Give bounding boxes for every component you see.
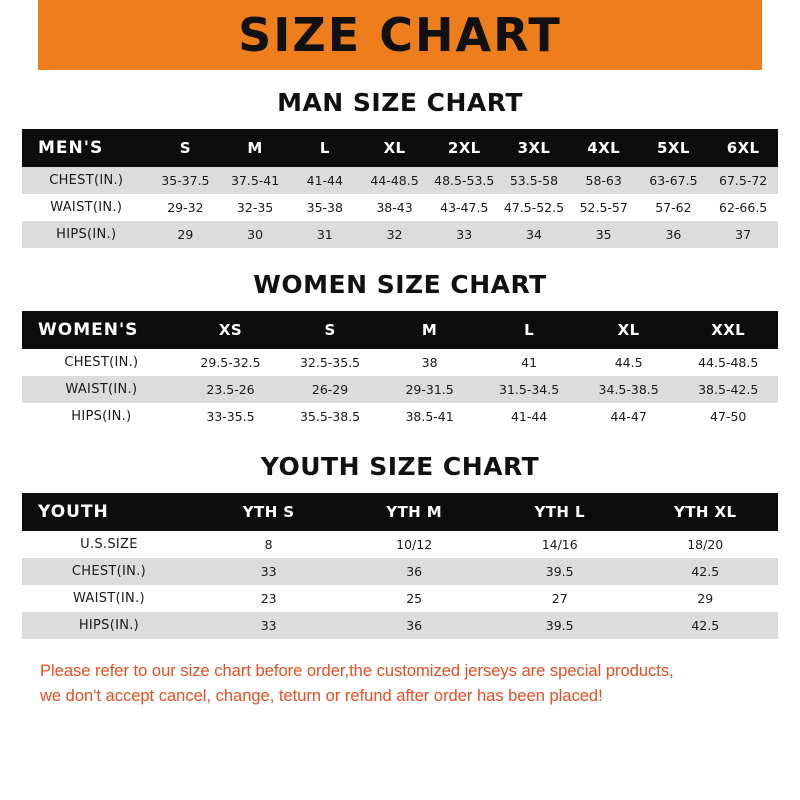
women-header-cell: XS xyxy=(181,311,281,349)
cell: 47-50 xyxy=(678,403,778,430)
cell: 53.5-58 xyxy=(499,167,569,194)
banner-stripe-left xyxy=(24,0,38,70)
cell: 35-38 xyxy=(290,194,360,221)
cell: 44.5-48.5 xyxy=(678,349,778,376)
row-label: WAIST(IN.) xyxy=(22,376,181,403)
table-header-row xyxy=(22,129,778,167)
cell: 33 xyxy=(429,221,499,248)
cell: 34 xyxy=(499,221,569,248)
table-header-row xyxy=(22,311,778,349)
cell: 44-47 xyxy=(579,403,679,430)
women-header-cell: L xyxy=(479,311,579,349)
women-header-cell: XXL xyxy=(678,311,778,349)
youth-header-corner: YOUTH xyxy=(22,493,196,531)
cell: 14/16 xyxy=(487,531,633,558)
cell: 23.5-26 xyxy=(181,376,281,403)
row-label: WAIST(IN.) xyxy=(22,585,196,612)
table-row xyxy=(22,531,778,558)
women-header-corner: WOMEN'S xyxy=(22,311,181,349)
table-row xyxy=(22,221,778,248)
cell: 42.5 xyxy=(632,612,778,639)
table-row xyxy=(22,403,778,430)
cell: 32 xyxy=(360,221,430,248)
cell: 44-48.5 xyxy=(360,167,430,194)
cell: 52.5-57 xyxy=(569,194,639,221)
women-size-table xyxy=(22,311,778,430)
men-header-cell: 6XL xyxy=(708,129,778,167)
cell: 42.5 xyxy=(632,558,778,585)
youth-header-cell: YTH S xyxy=(196,493,342,531)
men-header-cell: 2XL xyxy=(429,129,499,167)
cell: 32-35 xyxy=(220,194,290,221)
men-header-cell: S xyxy=(151,129,221,167)
cell: 35.5-38.5 xyxy=(280,403,380,430)
table-header-row xyxy=(22,493,778,531)
men-header-corner: MEN'S xyxy=(22,129,151,167)
youth-size-table xyxy=(22,493,778,639)
cell: 18/20 xyxy=(632,531,778,558)
row-label: U.S.SIZE xyxy=(22,531,196,558)
youth-header-cell: YTH M xyxy=(341,493,487,531)
cell: 41 xyxy=(479,349,579,376)
cell: 8 xyxy=(196,531,342,558)
content xyxy=(0,88,800,709)
section-title-youth: YOUTH SIZE CHART xyxy=(260,452,540,481)
cell: 23 xyxy=(196,585,342,612)
women-header-cell: XL xyxy=(579,311,679,349)
cell: 47.5-52.5 xyxy=(499,194,569,221)
cell: 35-37.5 xyxy=(151,167,221,194)
footer-note-line1: Please refer to our size chart before order,the customized jerseys are special products, xyxy=(40,662,674,680)
cell: 31 xyxy=(290,221,360,248)
women-header-cell: S xyxy=(280,311,380,349)
cell: 27 xyxy=(487,585,633,612)
cell: 37.5-41 xyxy=(220,167,290,194)
cell: 67.5-72 xyxy=(708,167,778,194)
cell: 33 xyxy=(196,558,342,585)
page-title: SIZE CHART xyxy=(238,8,562,62)
banner xyxy=(0,0,800,70)
table-row xyxy=(22,376,778,403)
row-label: HIPS(IN.) xyxy=(22,612,196,639)
cell: 44.5 xyxy=(579,349,679,376)
cell: 29-32 xyxy=(151,194,221,221)
cell: 35 xyxy=(569,221,639,248)
men-size-table xyxy=(22,129,778,248)
cell: 43-47.5 xyxy=(429,194,499,221)
cell: 25 xyxy=(341,585,487,612)
cell: 33-35.5 xyxy=(181,403,281,430)
cell: 34.5-38.5 xyxy=(579,376,679,403)
cell: 36 xyxy=(639,221,709,248)
men-header-cell: 4XL xyxy=(569,129,639,167)
table-row xyxy=(22,349,778,376)
cell: 38-43 xyxy=(360,194,430,221)
row-label: CHEST(IN.) xyxy=(22,349,181,376)
cell: 36 xyxy=(341,558,487,585)
table-row xyxy=(22,194,778,221)
footer-note-line2: we don't accept cancel, change, teturn or refund after order has been placed! xyxy=(40,686,603,705)
women-header-cell: M xyxy=(380,311,480,349)
cell: 29 xyxy=(151,221,221,248)
row-label: CHEST(IN.) xyxy=(22,558,196,585)
men-header-cell: 3XL xyxy=(499,129,569,167)
men-header-cell: L xyxy=(290,129,360,167)
men-header-cell: 5XL xyxy=(639,129,709,167)
cell: 48.5-53.5 xyxy=(429,167,499,194)
cell: 30 xyxy=(220,221,290,248)
cell: 38 xyxy=(380,349,480,376)
row-label: CHEST(IN.) xyxy=(22,167,151,194)
row-label: HIPS(IN.) xyxy=(22,221,151,248)
men-header-cell: XL xyxy=(360,129,430,167)
cell: 39.5 xyxy=(487,612,633,639)
cell: 41-44 xyxy=(290,167,360,194)
cell: 63-67.5 xyxy=(639,167,709,194)
banner-stripe-right xyxy=(762,0,776,70)
cell: 36 xyxy=(341,612,487,639)
cell: 41-44 xyxy=(479,403,579,430)
cell: 39.5 xyxy=(487,558,633,585)
table-row xyxy=(22,558,778,585)
cell: 38.5-41 xyxy=(380,403,480,430)
cell: 33 xyxy=(196,612,342,639)
cell: 32.5-35.5 xyxy=(280,349,380,376)
youth-header-cell: YTH L xyxy=(487,493,633,531)
table-row xyxy=(22,612,778,639)
men-header-cell: M xyxy=(220,129,290,167)
footer-note xyxy=(22,653,778,709)
row-label: HIPS(IN.) xyxy=(22,403,181,430)
cell: 38.5-42.5 xyxy=(678,376,778,403)
cell: 37 xyxy=(708,221,778,248)
row-label: WAIST(IN.) xyxy=(22,194,151,221)
table-row xyxy=(22,585,778,612)
cell: 58-63 xyxy=(569,167,639,194)
cell: 62-66.5 xyxy=(708,194,778,221)
cell: 29-31.5 xyxy=(380,376,480,403)
cell: 57-62 xyxy=(639,194,709,221)
cell: 29 xyxy=(632,585,778,612)
cell: 29.5-32.5 xyxy=(181,349,281,376)
cell: 26-29 xyxy=(280,376,380,403)
cell: 10/12 xyxy=(341,531,487,558)
table-row xyxy=(22,167,778,194)
cell: 31.5-34.5 xyxy=(479,376,579,403)
section-title-men: MAN SIZE CHART xyxy=(277,88,523,117)
section-title-women: WOMEN SIZE CHART xyxy=(253,270,547,299)
youth-header-cell: YTH XL xyxy=(632,493,778,531)
